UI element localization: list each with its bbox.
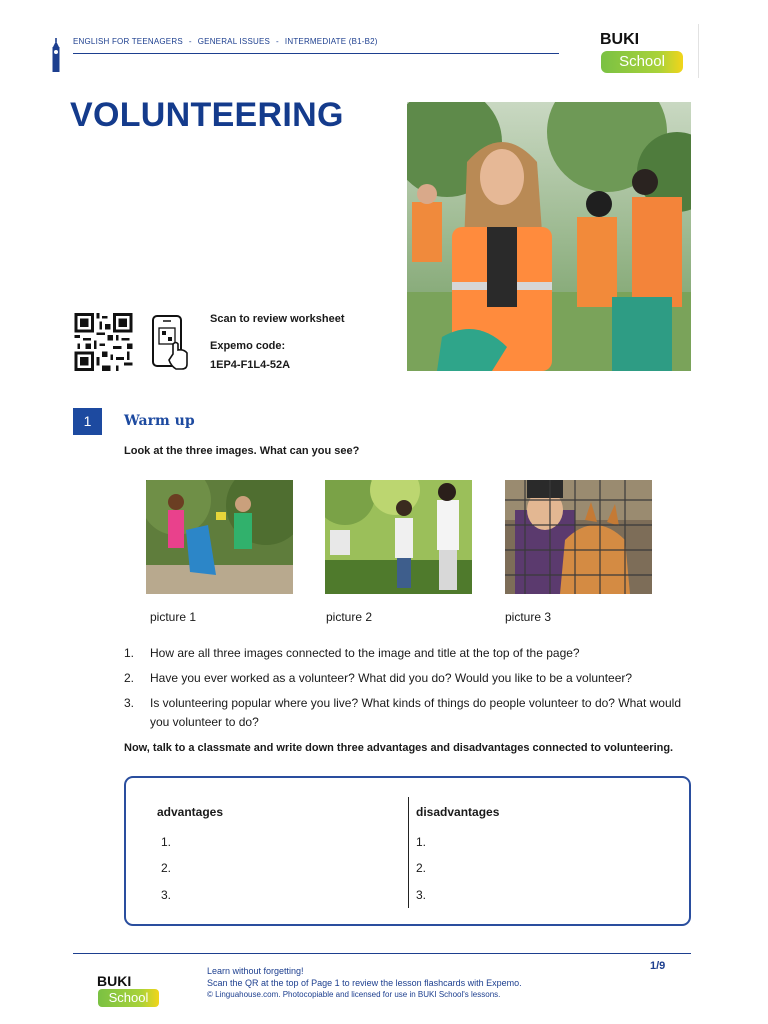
breadcrumb-topic: GENERAL ISSUES (197, 37, 271, 46)
phone-scan-icon (151, 314, 191, 371)
advantages-header: advantages (157, 805, 224, 819)
list-item (124, 644, 694, 663)
question-text: Is volunteering popular where you live? What kinds of things do people volunteer to do? What would you volunteer to do? (150, 696, 681, 729)
question-number: 2. (124, 671, 135, 685)
picture-caption: picture 2 (326, 610, 373, 624)
question-text: Have you ever worked as a volunteer? What did you do? Would you like to be a volunteer? (150, 671, 633, 685)
advantage-row-3[interactable]: 3. (161, 888, 172, 902)
picture-caption: picture 1 (150, 610, 197, 624)
disadvantage-row-1[interactable]: 1. (416, 835, 427, 849)
footer-qr-note: Scan the QR at the top of Page 1 to review the lesson flashcards with Expemo. (207, 978, 522, 988)
expemo-code: 1EP4-F1L4-52A (210, 359, 291, 371)
task-instruction: Now, talk to a classmate and write down three advantages and disadvantages connected to volunteering. (124, 742, 674, 754)
list-item (124, 669, 694, 688)
header-divider (73, 53, 559, 54)
picture-2-tree-planting (325, 480, 472, 594)
list-item (124, 694, 694, 732)
picture-caption: picture 3 (505, 610, 552, 624)
disadvantages-header: disadvantages (416, 805, 500, 819)
question-text: How are all three images connected to the image and title at the top of the page? (150, 646, 580, 660)
question-list (124, 644, 694, 738)
breadcrumb (73, 37, 378, 46)
table-column-divider (408, 797, 409, 908)
advantage-row-1[interactable]: 1. (161, 835, 172, 849)
logo-wordmark: BUKI (600, 31, 640, 48)
scan-instruction: Scan to review worksheet (210, 313, 345, 325)
logo-pill: School (601, 51, 683, 73)
footer-divider (73, 953, 691, 954)
picture-1-children-litter-pickup (146, 480, 293, 594)
page-title: VOLUNTEERING (70, 96, 344, 134)
footer-logo-wordmark: BUKI (97, 973, 132, 989)
picture-3-animal-shelter (505, 480, 652, 594)
page-number: 1/9 (650, 960, 666, 972)
footer-copyright: © Linguahouse.com. Photocopiable and licensed for use in BUKI School's lessons. (207, 990, 501, 999)
disadvantage-row-3[interactable]: 3. (416, 888, 427, 902)
section-number-badge: 1 (73, 408, 102, 435)
advantage-row-2[interactable]: 2. (161, 861, 172, 875)
question-number: 3. (124, 696, 135, 710)
disadvantage-row-2[interactable]: 2. (416, 861, 427, 875)
breadcrumb-separator: - (188, 37, 192, 46)
big-ben-icon (50, 38, 62, 72)
expemo-code-label: Expemo code: (210, 340, 286, 352)
breadcrumb-separator: - (276, 37, 279, 46)
header-vertical-divider (698, 24, 699, 78)
section-instruction: Look at the three images. What can you see? (124, 445, 360, 457)
breadcrumb-level: INTERMEDIATE (B1-B2) (284, 37, 378, 46)
footer-tagline: Learn without forgetting! (207, 966, 304, 976)
breadcrumb-course: ENGLISH FOR TEENAGERS (73, 37, 183, 46)
footer-logo-pill: School (98, 989, 159, 1007)
hero-volunteers-photo (407, 102, 691, 371)
section-title: Warm up (124, 413, 195, 429)
qr-code-icon (73, 313, 134, 371)
question-number: 1. (124, 646, 135, 660)
